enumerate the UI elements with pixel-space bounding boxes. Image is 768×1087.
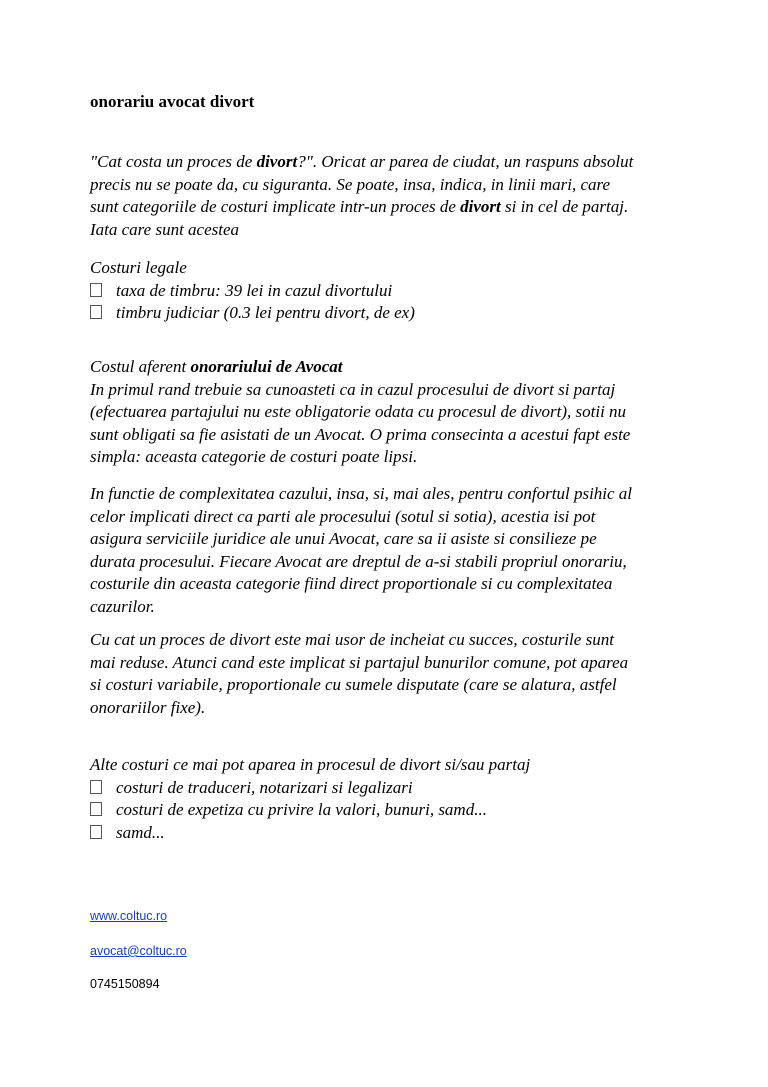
- bullet-box-icon: [90, 283, 102, 297]
- lawyer-paragraph-2: In functie de complexitatea cazului, insa, si, mai ales, pentru confortul psihic al celor implicati direct ca parti ale procesului (sotul si sotia), acestia isi pot asigura serviciile juridice ale unui Avocat, care sa ii asiste si consilieze pe durata procesului. Fiecare Avocat are dreptul de a-si stabili propriul onorariu, costurile din aceasta categorie fiind direct proportionale si cu complexitatea cazurilor.: [90, 484, 633, 616]
- lawyer-fee-heading: Costul aferent onorariului de Avocat: [90, 357, 343, 376]
- legal-costs-section: [90, 257, 690, 325]
- intro-line-4: Iata care sunt acestea: [90, 219, 240, 239]
- bullet-box-icon: [90, 780, 102, 794]
- list-item: taxa de timbru: 39 lei in cazul divortului: [90, 280, 690, 303]
- intro-line-3: sunt categoriile de costuri implicate intr-un proces de divort si in cel de partaj.: [90, 197, 629, 216]
- list-item: timbru judiciar (0.3 lei pentru divort, de ex): [90, 302, 690, 325]
- document-title: onorariu avocat divort: [90, 92, 255, 111]
- bullet-box-icon: [90, 305, 102, 319]
- other-costs-heading: Alte costuri ce mai pot aparea in procesul de divort si/sau partaj: [90, 755, 531, 774]
- bullet-box-icon: [90, 825, 102, 839]
- website-link[interactable]: www.coltuc.ro: [90, 909, 168, 923]
- intro-paragraph: [90, 151, 690, 241]
- email-link[interactable]: avocat@coltuc.ro: [90, 944, 187, 958]
- lawyer-fee-section: Costul aferent onorariului de Avocat In primul rand trebuie sa cunoasteti ca in cazul procesului de divort si partaj (efectuarea partajului nu este obligatorie odata cu procesul de divort), sotii nu sunt obligati sa fie asistati de un Avocat. O prima consecinta a acestui fapt este simpla: aceasta categorie de costuri poate lipsi.: [90, 356, 690, 469]
- lawyer-paragraph-3: Cu cat un proces de divort este mai usor de incheiat cu succes, costurile sunt mai reduse. Atunci cand este implicat si partajul bunurilor comune, pot aparea si costuri variabile, proportionale cu sumele disputate (care se alatura, astfel onorariilor fixe).: [90, 630, 629, 717]
- intro-line-1: "Cat costa un proces de divort?". Oricat ar parea de ciudat, un raspuns absolut: [90, 152, 634, 171]
- legal-costs-heading: Costuri legale: [90, 258, 187, 277]
- list-item: samd...: [90, 822, 690, 845]
- list-item: costuri de traduceri, notarizari si legalizari: [90, 777, 690, 800]
- list-item: costuri de expetiza cu privire la valori, bunuri, samd...: [90, 799, 690, 822]
- phone-number: 0745150894: [90, 977, 160, 991]
- other-costs-section: [90, 754, 690, 844]
- bullet-box-icon: [90, 802, 102, 816]
- intro-line-2: precis nu se poate da, cu siguranta. Se poate, insa, indica, in linii mari, care: [90, 174, 611, 194]
